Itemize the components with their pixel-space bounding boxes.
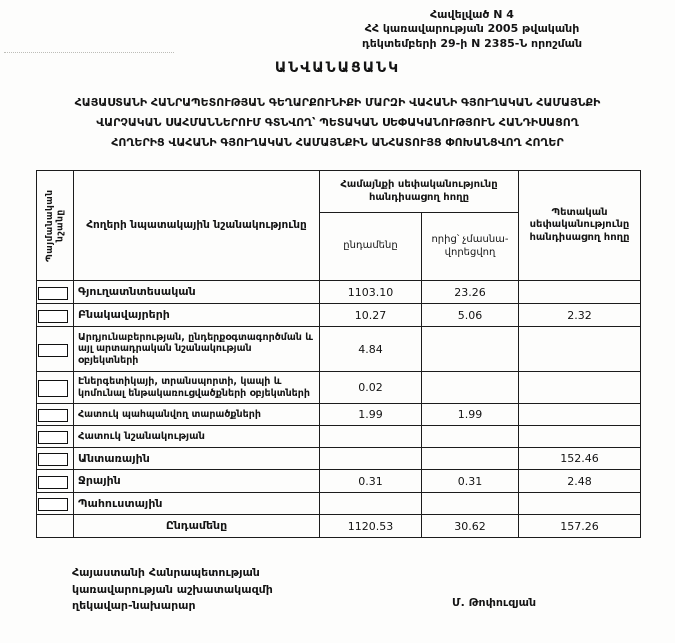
cell-purpose: Արդյունաբերության, ընդերքօգտագործման և այլ արտադրական նշանակության օբյեկտների bbox=[74, 327, 320, 372]
table-row bbox=[37, 404, 641, 426]
cell-state: 2.32 bbox=[519, 304, 641, 327]
cell-sign-empty bbox=[37, 515, 74, 538]
vertical-text-wrap bbox=[40, 174, 70, 278]
signatory-line-2: կառավարության աշխատակազմի bbox=[72, 582, 273, 596]
table-row bbox=[37, 281, 641, 304]
land-allocation-table bbox=[36, 170, 641, 538]
cell-state bbox=[519, 493, 641, 515]
cell-total: 0.31 bbox=[320, 470, 422, 493]
subtitle-line-3: ՀՈՂԵՐԻՑ ՎԱՀԱՆԻ ԳՅՈՒՂԱԿԱՆ ՀԱՄԱՅՆՔԻՆ ԱՆՀԱՏՈՒՅՑ ՓՈԽԱՆՑՎՈՂ ՀՈՂԵՐ bbox=[111, 136, 564, 149]
annex-ref-line-3: դեկտեմբերի 29-ի N 2385-Ն որոշման bbox=[361, 36, 583, 50]
table-row bbox=[37, 426, 641, 448]
cell-nonprivatized bbox=[422, 426, 519, 448]
document-title: ԱՆՎԱՆԱՑԱՆԿ bbox=[274, 60, 401, 76]
annex-ref-line-1: Հավելված N 4 bbox=[430, 8, 514, 21]
header-nonprivatized: որից՝ չմասնավորեցվող bbox=[422, 213, 519, 281]
legend-box bbox=[38, 380, 68, 397]
cell-purpose: Էներգետիկայի, տրանսպորտի, կապի և կոմունալ ենթակառուցվածքների օբյեկտների bbox=[74, 372, 320, 404]
cell-purpose: Հատուկ նշանակության bbox=[74, 426, 320, 448]
signatory-name: Մ. Թոփուզյան bbox=[452, 596, 537, 609]
cell-total: 1120.53 bbox=[320, 515, 422, 538]
legend-box bbox=[38, 498, 68, 511]
cell-state: 157.26 bbox=[519, 515, 641, 538]
header-conditional-sign-label: Պայմանական նշանը bbox=[44, 189, 65, 262]
signatory-line-1: Հայաստանի Հանրապետության bbox=[72, 566, 260, 579]
cell-state bbox=[519, 327, 641, 372]
table-row bbox=[37, 327, 641, 372]
cell-total: 10.27 bbox=[320, 304, 422, 327]
subtitle-line-2: ՎԱՐՉԱԿԱՆ ՍԱՀՄԱՆՆԵՐՈՒՄ ԳՏՆՎՈՂ՝ ՊԵՏԱԿԱՆ ՍԵՓԱԿԱՆՈՒԹՅՈՒՆ ՀԱՆԴԻՍԱՑՈՂ bbox=[96, 116, 579, 129]
signatory-title-block bbox=[72, 565, 273, 615]
cell-nonprivatized: 1.99 bbox=[422, 404, 519, 426]
cell-sign bbox=[37, 372, 74, 404]
cell-total: 0.02 bbox=[320, 372, 422, 404]
cell-total bbox=[320, 493, 422, 515]
legend-box bbox=[38, 453, 68, 466]
cell-state bbox=[519, 281, 641, 304]
cell-sign bbox=[37, 404, 74, 426]
cell-sign bbox=[37, 304, 74, 327]
cell-total-label: Ընդամենը bbox=[74, 515, 320, 538]
header-conditional-sign bbox=[37, 171, 74, 281]
annex-reference bbox=[337, 8, 607, 51]
cell-purpose: Պահուստային bbox=[74, 493, 320, 515]
header-state-property: Պետական սեփականությունը հանդիսացող հողը bbox=[519, 171, 641, 281]
document-subtitle bbox=[0, 93, 675, 153]
cell-nonprivatized bbox=[422, 327, 519, 372]
cell-sign bbox=[37, 470, 74, 493]
legend-box bbox=[38, 431, 68, 444]
header-purpose: Հողերի նպատակային նշանակությունը bbox=[74, 171, 320, 281]
table-row bbox=[37, 372, 641, 404]
cell-total: 1103.10 bbox=[320, 281, 422, 304]
cell-nonprivatized bbox=[422, 448, 519, 470]
legend-box bbox=[38, 344, 68, 357]
cell-sign bbox=[37, 426, 74, 448]
header-total: ընդամենը bbox=[320, 213, 422, 281]
cell-nonprivatized bbox=[422, 372, 519, 404]
cell-total: 4.84 bbox=[320, 327, 422, 372]
signatory-line-3: ղեկավար-նախարար bbox=[72, 599, 196, 612]
cell-state: 152.46 bbox=[519, 448, 641, 470]
cell-nonprivatized: 0.31 bbox=[422, 470, 519, 493]
table-row bbox=[37, 448, 641, 470]
legend-box bbox=[38, 287, 68, 300]
cell-state bbox=[519, 426, 641, 448]
cell-purpose: Բնակավայրերի bbox=[74, 304, 320, 327]
annex-ref-line-2: ՀՀ կառավարության 2005 թվականի bbox=[364, 22, 580, 36]
table-row bbox=[37, 304, 641, 327]
cell-nonprivatized bbox=[422, 493, 519, 515]
cell-sign bbox=[37, 448, 74, 470]
cell-purpose: Անտառային bbox=[74, 448, 320, 470]
cell-purpose: Ջրային bbox=[74, 470, 320, 493]
cell-state: 2.48 bbox=[519, 470, 641, 493]
subtitle-line-1: ՀԱՅԱՍՏԱՆԻ ՀԱՆՐԱՊԵՏՈՒԹՅԱՆ ԳԵՂԱՐՔՈՒՆԻՔԻ ՄԱՐԶԻ ՎԱՀԱՆԻ ԳՅՈՒՂԱԿԱՆ ՀԱՄԱՅՆՔԻ bbox=[74, 96, 601, 109]
cell-total: 1.99 bbox=[320, 404, 422, 426]
legend-box bbox=[38, 310, 68, 323]
table-row bbox=[37, 470, 641, 493]
cell-state bbox=[519, 404, 641, 426]
cell-total bbox=[320, 426, 422, 448]
cell-purpose: Գյուղատնտեսական bbox=[74, 281, 320, 304]
cell-state bbox=[519, 372, 641, 404]
cell-sign bbox=[37, 327, 74, 372]
cell-nonprivatized: 30.62 bbox=[422, 515, 519, 538]
scan-artifact-line bbox=[4, 52, 174, 53]
cell-total bbox=[320, 448, 422, 470]
cell-sign bbox=[37, 493, 74, 515]
cell-nonprivatized: 23.26 bbox=[422, 281, 519, 304]
table-row bbox=[37, 493, 641, 515]
header-community-property-group: Համայնքի սեփականությունը հանդիսացող հողը bbox=[320, 171, 519, 213]
table-total-row bbox=[37, 515, 641, 538]
cell-sign bbox=[37, 281, 74, 304]
legend-box bbox=[38, 409, 68, 422]
cell-nonprivatized: 5.06 bbox=[422, 304, 519, 327]
cell-purpose: Հատուկ պահպանվող տարածքների bbox=[74, 404, 320, 426]
legend-box bbox=[38, 476, 68, 489]
